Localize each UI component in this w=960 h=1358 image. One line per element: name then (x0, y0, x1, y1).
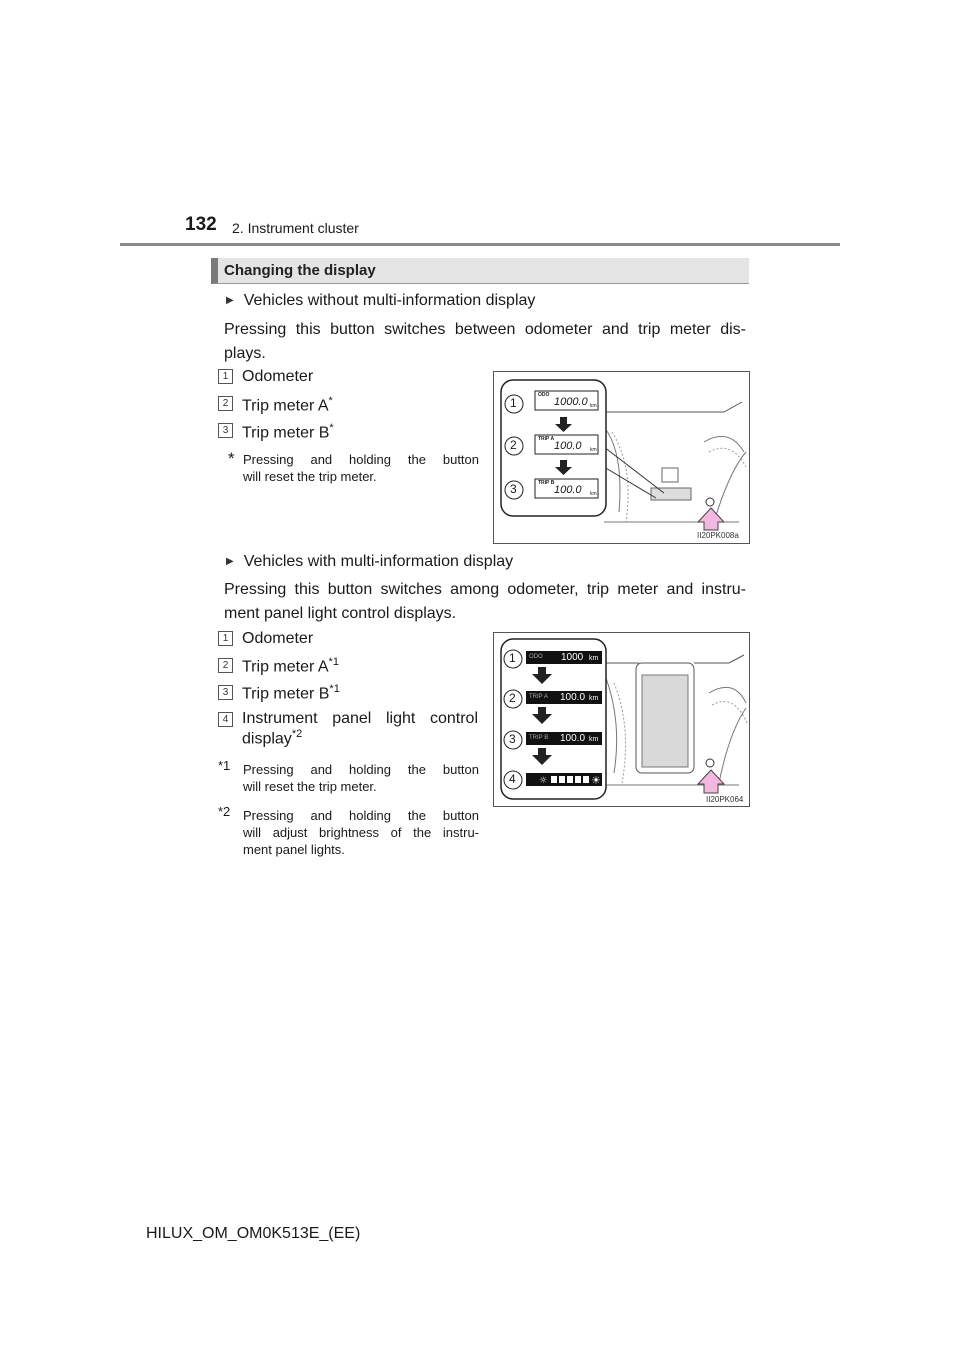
footnote-mark: *1 (328, 656, 339, 668)
item-number: 4 (218, 712, 233, 727)
section-title: Changing the display (224, 262, 376, 279)
callout-number: 4 (509, 772, 516, 786)
display-unit: km (590, 403, 597, 409)
display-value: 1000.0 (554, 396, 588, 408)
paragraph-without-mid (224, 318, 746, 366)
display-value: 100.0 (554, 440, 582, 452)
footnote-mark: * (329, 422, 334, 434)
item-label (242, 422, 334, 442)
bullet-with-mid: ▶ Vehicles with multi-information display (226, 553, 513, 571)
display-tag: ODO (529, 654, 543, 660)
callout-number: 2 (509, 691, 516, 705)
display-unit: km (590, 491, 597, 497)
display-value: 1000 (561, 652, 584, 663)
note-text (243, 451, 479, 485)
display-tag: ODO (538, 392, 550, 398)
note-line: will reset the trip meter. (243, 779, 377, 794)
para-line: Pressing this button switches between odometer and trip meter dis- (224, 321, 746, 338)
note-text (243, 761, 479, 795)
item-label (242, 710, 478, 748)
para-line: plays. (224, 345, 266, 362)
item-label (242, 656, 339, 676)
header-rule (120, 243, 840, 246)
footnote-mark: *2 (291, 728, 303, 740)
note-line: Pressing and holding the button (243, 808, 479, 823)
display-unit: km (589, 695, 599, 702)
item-label-text: Trip meter B (242, 424, 330, 442)
note-text (243, 807, 479, 858)
section-heading (211, 258, 749, 284)
item-number: 1 (218, 631, 233, 646)
chapter-title: 2. Instrument cluster (232, 220, 359, 236)
item-label: Odometer (242, 368, 314, 385)
svg-text:☀: ☀ (591, 774, 601, 787)
display-value: 100.0 (554, 484, 582, 496)
note-line: ment panel lights. (243, 842, 345, 857)
item-label (242, 395, 333, 415)
callout-number: 1 (510, 396, 517, 410)
footnote-mark: *1 (329, 683, 340, 695)
item-label-text: Trip meter A (242, 397, 329, 415)
footnote-mark: * (328, 395, 333, 407)
note-mark: *2 (218, 804, 231, 819)
figure-code: II20PK064 (706, 795, 744, 804)
svg-text:☼: ☼ (539, 776, 548, 786)
display-value: 100.0 (560, 733, 586, 744)
item-number: 3 (218, 423, 233, 438)
para-line: ment panel light control displays. (224, 605, 457, 622)
item-number: 2 (218, 396, 233, 411)
callout-number: 2 (510, 438, 517, 452)
figure-code: II20PK008a (697, 531, 739, 540)
bullet-without-mid: ▶ Vehicles without multi-information display (226, 292, 535, 310)
item-label-line (242, 728, 478, 748)
display-value: 100.0 (560, 692, 586, 703)
note-mark: *1 (218, 758, 231, 773)
item-label: Odometer (242, 630, 314, 647)
display-tag: TRIP A (529, 694, 548, 700)
note-mark: * (228, 449, 235, 468)
note-line: will adjust brightness of the instru- (243, 825, 479, 840)
item-label-text: display (242, 730, 292, 748)
display-tag: TRIP B (529, 735, 549, 741)
callout-number: 1 (509, 651, 516, 665)
document-footer: HILUX_OM_OM0K513E_(EE) (146, 1225, 361, 1242)
item-label (242, 683, 340, 703)
item-label-text: Trip meter A (242, 658, 329, 676)
item-label-text: Trip meter B (242, 685, 330, 703)
cluster-illustration (494, 372, 749, 543)
callout-number: 3 (510, 482, 517, 496)
item-label-line: Instrument panel light control (242, 710, 478, 727)
callout-number: 3 (509, 732, 516, 746)
item-number: 2 (218, 658, 233, 673)
figure-display-with-mid (493, 632, 750, 807)
figure-display-without-mid (493, 371, 750, 544)
note-line: Pressing and holding the button (243, 762, 479, 777)
note-line: Pressing and holding the button (243, 452, 479, 467)
display-tag: TRIP B (538, 480, 555, 486)
page-number: 132 (185, 214, 217, 235)
item-number: 3 (218, 685, 233, 700)
item-number: 1 (218, 369, 233, 384)
note-line: will reset the trip meter. (243, 469, 377, 484)
para-line: Pressing this button switches among odometer, trip meter and instru- (224, 581, 746, 598)
paragraph-with-mid (224, 578, 746, 626)
display-tag: TRIP A (538, 436, 555, 442)
display-unit: km (590, 447, 597, 453)
display-unit: km (589, 655, 599, 662)
display-unit: km (589, 736, 599, 743)
